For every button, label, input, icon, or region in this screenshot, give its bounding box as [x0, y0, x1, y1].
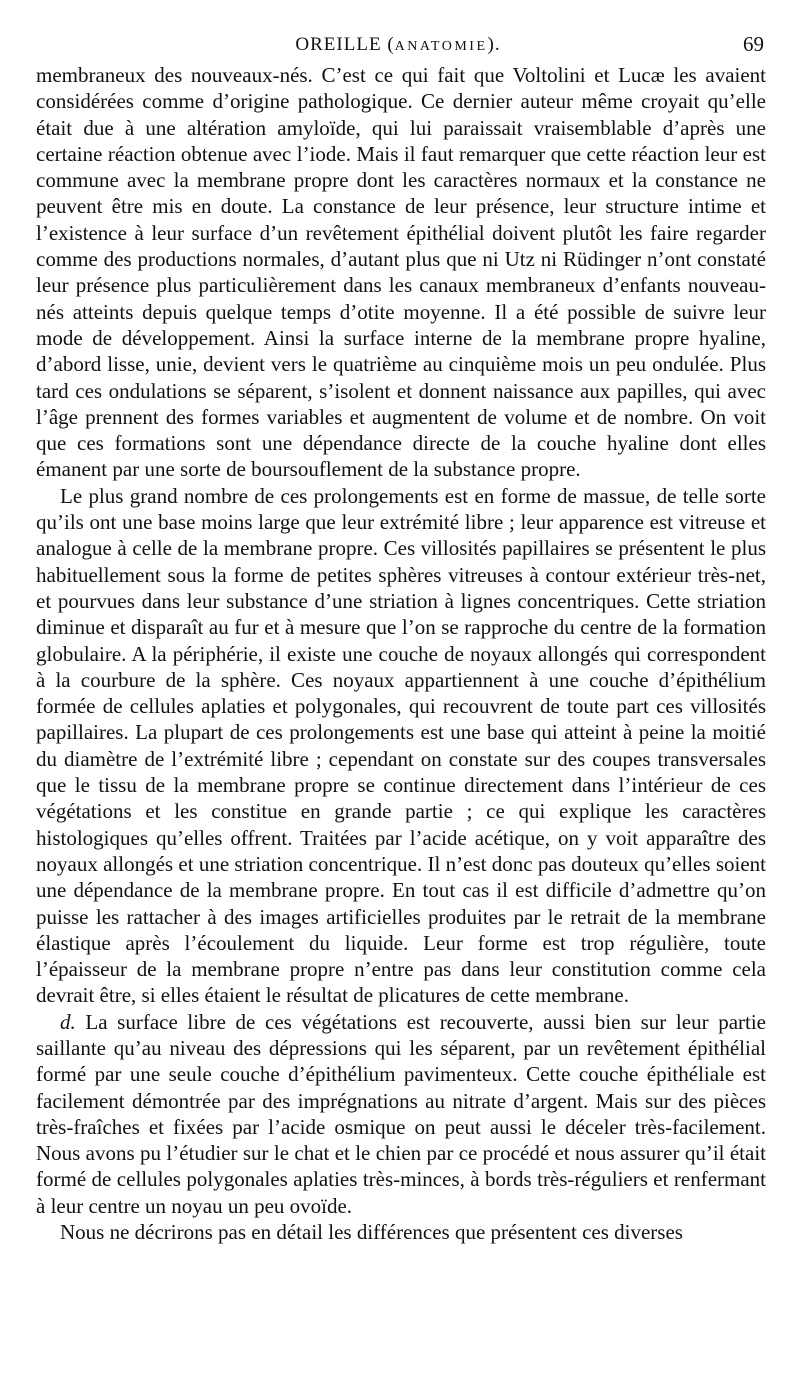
- header-subtitle: ANATOMIE: [394, 39, 488, 54]
- paragraph-lead-letter: d.: [60, 1009, 76, 1034]
- paragraph-final: Nous ne décrirons pas en détail les différences que présentent ces diverses: [60, 1220, 683, 1245]
- header-title: OREILLE: [295, 34, 382, 55]
- page-number: 69: [743, 32, 764, 56]
- header-subtitle-open: (: [381, 34, 395, 55]
- paragraph-continuation: membraneux des nouveaux-nés. C’est ce qui fait que Voltolini et Lucæ les avaient considérées comme d’origine pathologique. Ce dernier auteur même croyait qu’elle était due à une altération amyloïde, qui lui paraissait vraisemblable d’après une certaine réaction obtenue avec l’iode. Mais il faut remarquer que cette réaction leur est commune avec la membrane propre dont les caractères normaux et la constance ne peuvent être mis en doute. La constance de leur présence, leur structure intime et l’existence à leur surface d’un revêtement épithélial doivent plutôt les faire regarder comme des productions normales, d’autant plus que ni Utz ni Rüdinger n’ont constaté leur présence plus particulièrement dans les canaux membraneux d’enfants nouveau-nés atteints depuis quelque temps d’otite moyenne. Il a été possible de suivre leur mode de développement. Ainsi la surface interne de la membrane propre hyaline, d’abord lisse, unie, devient vers le quatrième au cinquième mois un peu ondulée. Plus tard ces ondulations se séparent, s’isolent et donnent naissance aux papilles, qui avec l’âge prennent des formes variables et augmentent de volume et de nombre. On voit que ces formations sont une dépendance directe de la couche hyaline dont elles émanent par une sorte de boursouflement de la substance propre.: [36, 63, 766, 482]
- header-subtitle-close: ).: [487, 34, 501, 55]
- running-header: [30, 26, 766, 62]
- paragraph-d-text: La surface libre de ces végétations est recouverte, aussi bien sur leur partie saillante qu’au niveau des dépressions qui les séparent, par un revêtement épithélial formé par une seule couche d’épithélium pavimenteux. Cette couche épithéliale est facilement démontrée par des imprégnations au nitrate d’argent. Mais sur des pièces très-fraîches et fixées par l’acide osmique on peut aussi le déceler très-facilement. Nous avons pu l’étudier sur le chat et le chien par ce procédé et nous assurer qu’il était formé de cellules polygonales aplaties très-minces, à bords très-réguliers et renfermant à leur centre un noyau un peu ovoïde.: [36, 1009, 766, 1218]
- paragraph-prolongements: Le plus grand nombre de ces prolongements est en forme de massue, de telle sorte qu’ils ont une base moins large que leur extrémité libre ; leur apparence est vitreuse et analogue à celle de la membrane propre. Ces villosités papillaires se présentent le plus habituellement sous la forme de petites sphères vitreuses à contour extérieur très-net, et pourvues dans leur substance d’une striation à lignes concentriques. Cette striation diminue et disparaît au fur et à mesure que l’on se rapproche du centre de la formation globulaire. A la périphérie, il existe une couche de noyaux allongés qui correspondent à la courbure de la sphère. Ces noyaux appartiennent à une couche d’épithélium formée de cellules aplaties et polygonales, qui recouvrent de toute part ces villosités papillaires. La plupart de ces prolongements est une base qui atteint à peine la moitié du diamètre de l’extrémité libre ; cependant on constate sur des coupes transversales que le tissu de la membrane propre se continue directement dans l’intérieur de ces végétations et les constitue en grande partie ; ce qui explique les caractères histologiques qu’elles offrent. Traitées par l’acide acétique, on y voit apparaître des noyaux allongés et une striation concentrique. Il n’est donc pas douteux qu’elles soient une dépendance de la membrane propre. En tout cas il est difficile d’admettre qu’on puisse les rattacher à des images artificielles produites par le retrait de la membrane élastique après l’écoulement du liquide. Leur forme est trop régulière, toute l’épaisseur de la membrane propre n’entre pas dans leur constitution comme cela devrait être, si elles étaient le résultat de plicatures de cette membrane.: [36, 483, 766, 1008]
- body-text: [36, 62, 766, 1245]
- paragraph-d: [36, 1009, 766, 1219]
